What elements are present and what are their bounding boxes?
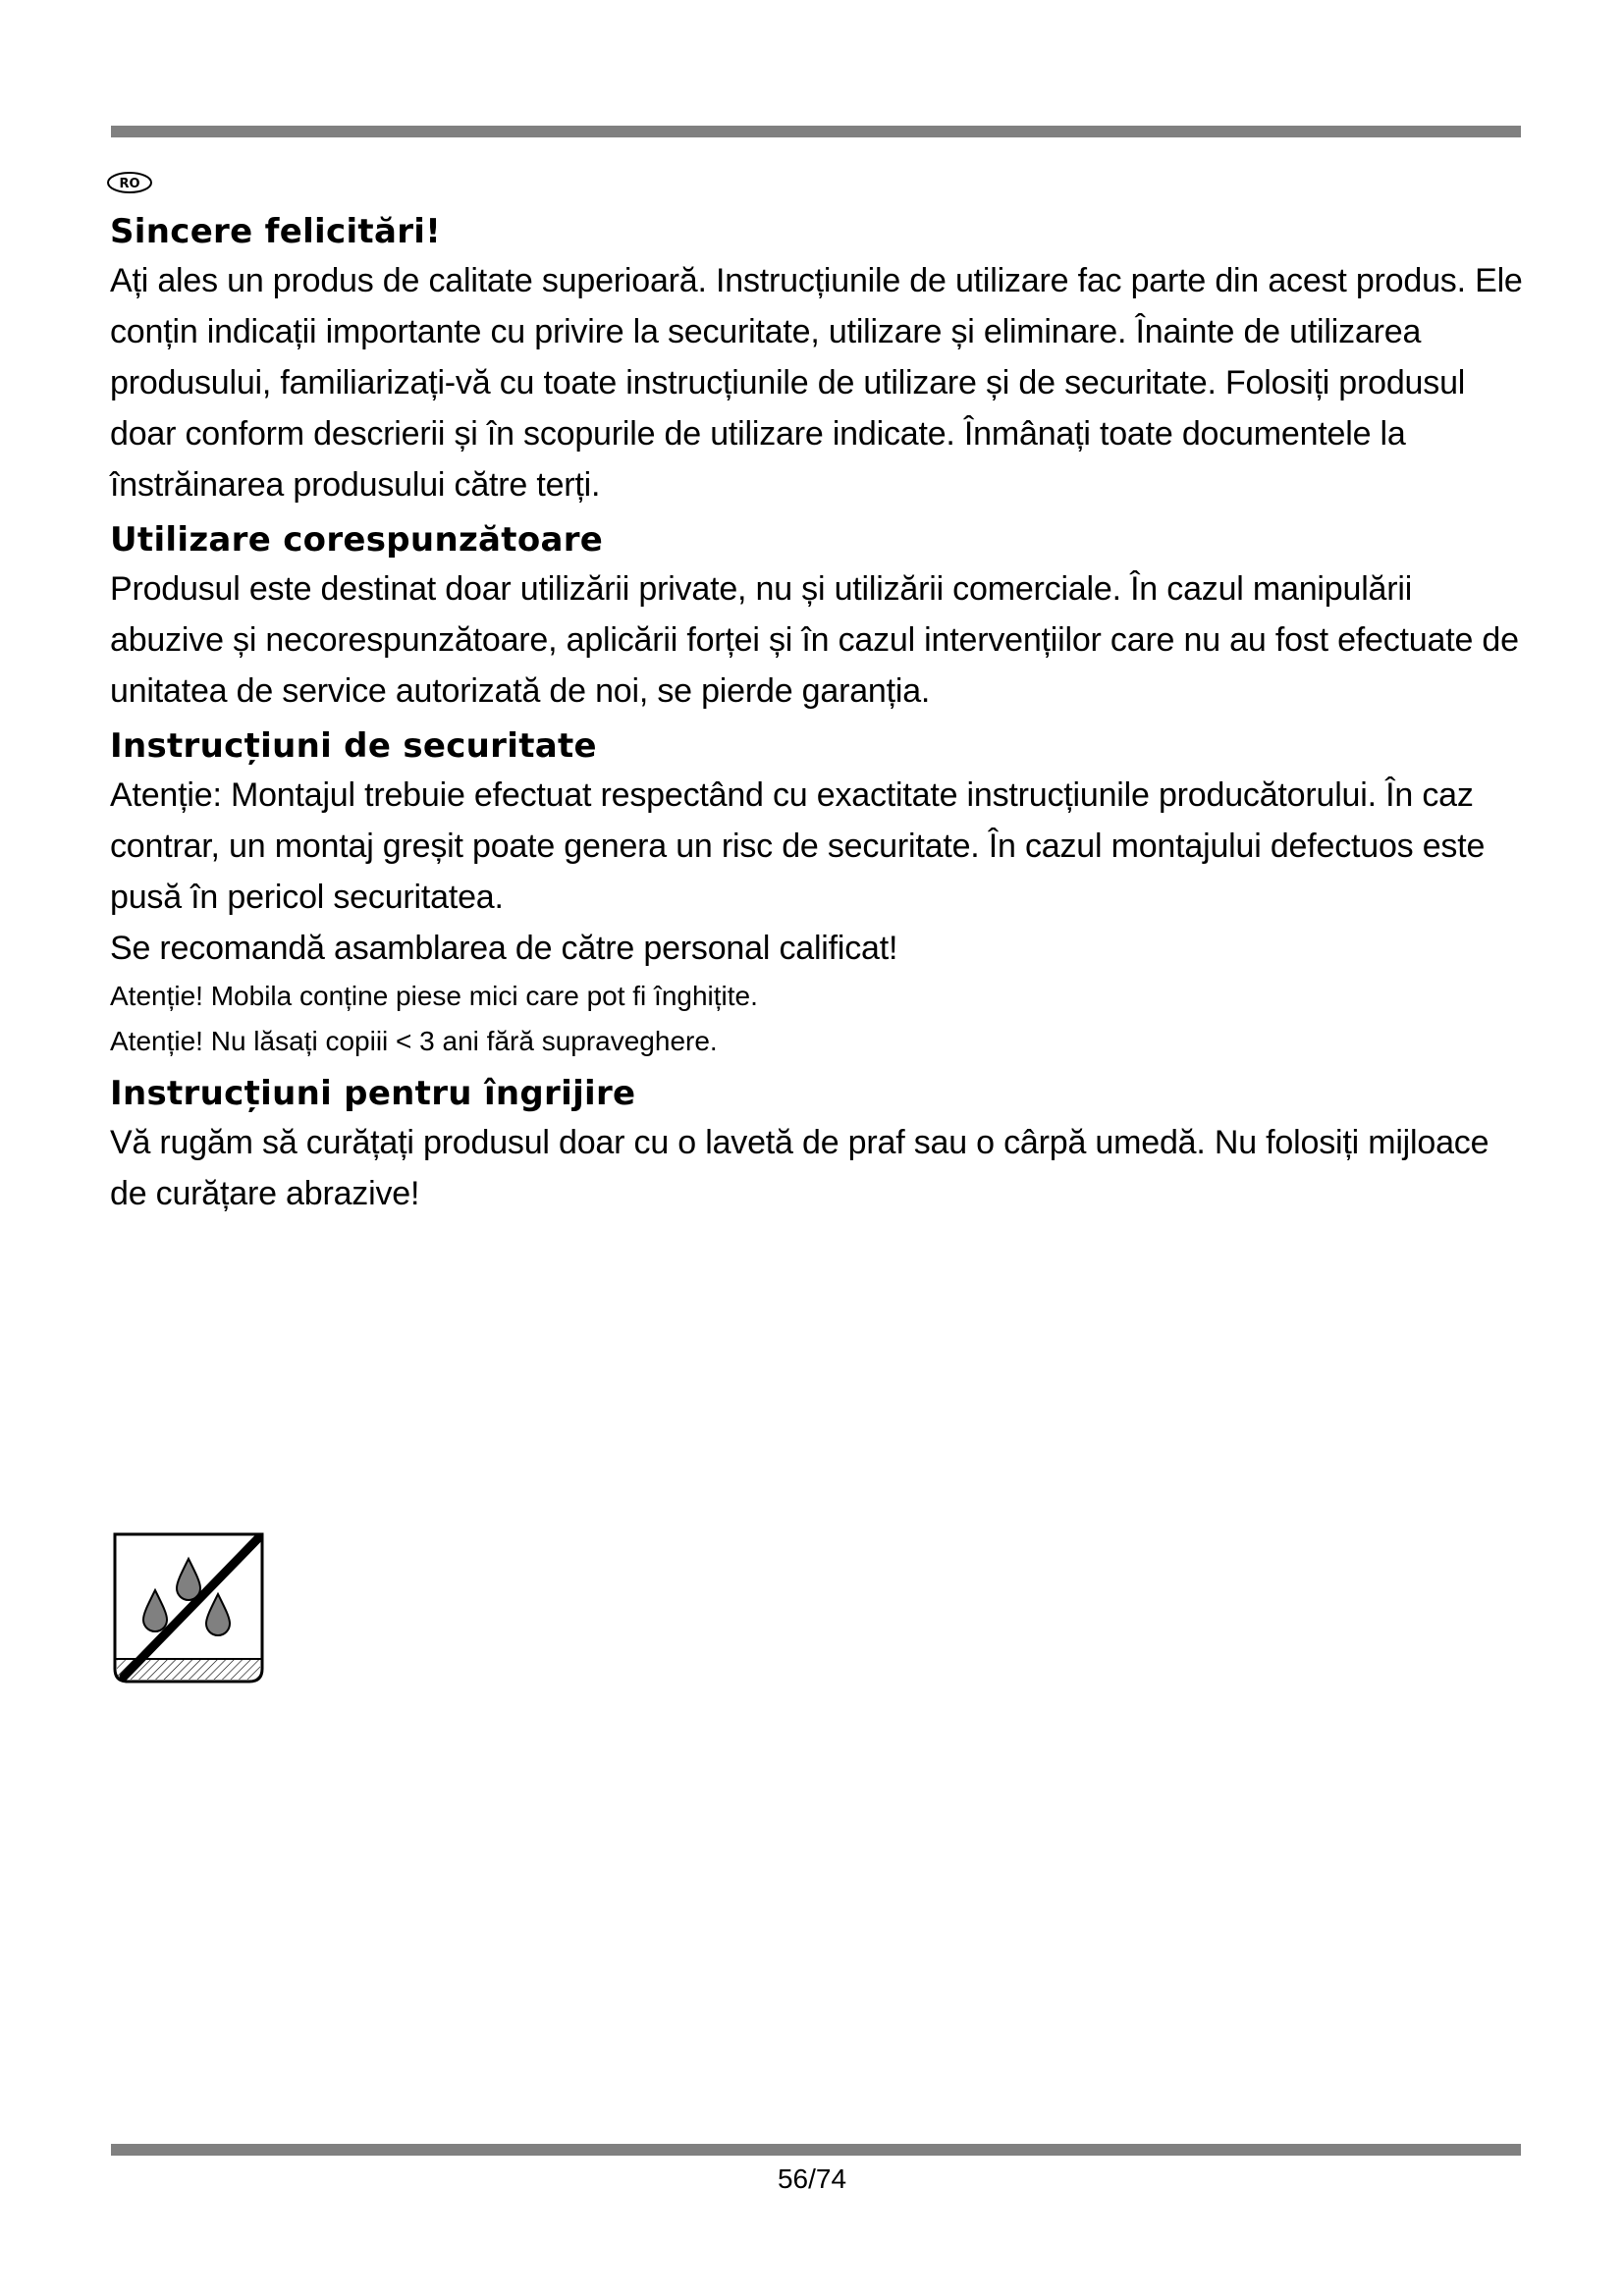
warning-children: Atenție! Nu lăsați copiii < 3 ani fără supraveghere.: [110, 1026, 718, 1056]
header-rule: [111, 126, 1521, 137]
language-badge-icon: [106, 171, 153, 194]
intended-use-paragraph: Produsul este destinat doar utilizării private, nu și utilizării comerciale. În cazul manipulării abuzive și necorespunzătoare, aplicării forței și în cazul intervențiilor care nu au fost efectuate de unitatea de service autorizată de noi, se pierde garanția.: [110, 570, 1519, 710]
safety-paragraph: Atenție: Montajul trebuie efectuat respectând cu exactitate instrucțiunile producătorului. În caz contrar, un montaj greșit poate genera un risc de securitate. În cazul montajului defectuos este pusă în pericol securitatea.: [110, 776, 1486, 916]
page-number: 56/74: [777, 2163, 847, 2194]
language-code: RO: [119, 177, 140, 191]
heading-care: Instrucțiuni pentru îngrijire: [110, 1074, 636, 1113]
document-body: [110, 208, 1524, 1225]
warning-small-parts: Atenție! Mobila conține piese mici care pot fi înghițite.: [110, 981, 758, 1011]
no-water-wet-cleaning-icon: [112, 1531, 265, 1684]
heading-safety: Instrucțiuni de securitate: [110, 726, 597, 766]
footer-rule: [111, 2144, 1521, 2156]
heading-intended-use: Utilizare corespunzătoare: [110, 520, 604, 560]
intro-paragraph: Ați ales un produs de calitate superioară. Instrucțiunile de utilizare fac parte din acest produs. Ele conțin indicații importante cu privire la securitate, utilizare și eliminare. Înainte de utilizarea produsului, familiarizați-vă cu toate instrucțiunile de utilizare și de securitate. Folosiți produsul doar conform descrierii și în scopurile de utilizare indicate. Înmânați toate documentele la înstrăinarea produsului către terți.: [110, 262, 1523, 504]
heading-congratulations: Sincere felicitări!: [110, 212, 442, 251]
care-paragraph: Vă rugăm să curățați produsul doar cu o lavetă de praf sau o cârpă umedă. Nu folosiți mijloace de curățare abrazive!: [110, 1124, 1489, 1212]
safety-recommendation: Se recomandă asamblarea de către personal calificat!: [110, 930, 898, 967]
